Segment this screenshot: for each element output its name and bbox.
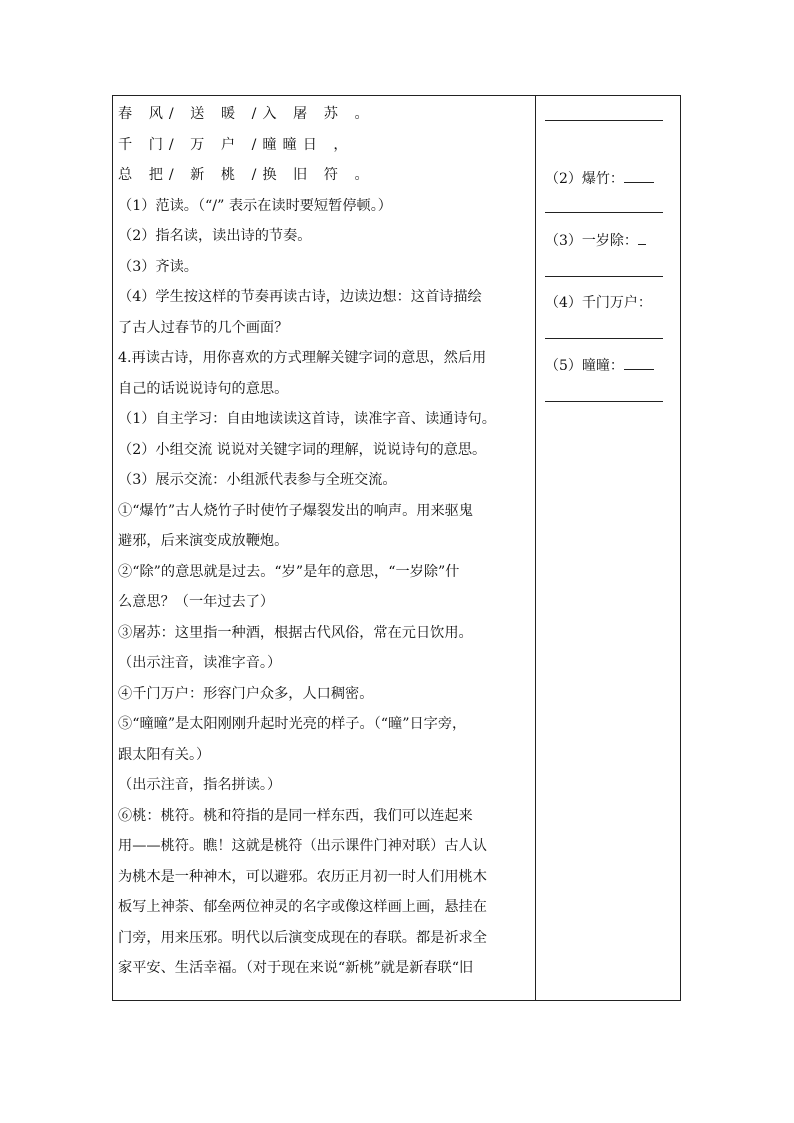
answer-blank [624,355,654,370]
text-line: （4）学生按这样的节奏再读古诗，边读边想：这首诗描绘 [118,289,482,305]
text-line: 自己的话说说诗句的意思。 [118,380,289,397]
text-line: 跟太阳有关。） [118,746,211,763]
text-line: ⑤“曈曈”是太阳刚刚升起时光亮的样子。（“曈”日字旁， [118,716,467,732]
note-item-firecracker [545,168,654,188]
answer-blank [624,168,654,183]
text-line: 板写上神荼、郁垒两位神灵的名字或像这样画上画，悬挂在 [118,899,487,915]
lesson-content-column [118,99,530,984]
answer-blank [638,230,646,245]
text-line: ①“爆竹”古人烧竹子时使竹子爆裂发出的响声。用来驱鬼 [118,502,474,519]
text-line: ③屠苏：这里指一种酒，根据古代风俗，常在元日饮用。 [118,624,473,641]
text-line: （2）指名读，读出诗的节奏。 [118,228,312,244]
text-line: ④千门万户：形容门户众多，人口稠密。 [118,685,374,702]
answer-line [545,212,663,213]
text-line: ⑥桃：桃符。桃和符指的是同一样东西，我们可以连起来 [118,807,473,824]
answer-line [545,338,663,339]
lesson-table [112,95,681,1001]
text-line: 家平安、生活幸福。（对于现在来说“新桃”就是新春联“旧 [118,960,474,976]
text-line: ②“除”的意思就是过去。“岁”是年的意思，“一岁除”什 [118,563,460,580]
text-line: （1）自主学习：自由地读读这首诗，读准字音、读通诗句。 [118,411,496,427]
text-line: （出示注音，指名拼读。） [118,777,282,793]
text-line: 了古人过春节的几个画面？ [118,319,289,336]
poem-line-2: 千 门/ 万 户 /曈曈日 ， [118,136,354,153]
text-line: （3）展示交流：小组派代表参与全班交流。 [118,472,397,488]
text-line: （3）齐读。 [118,258,198,275]
poem-line-3: 总 把/ 新 桃 /换 旧 符 。 [118,167,375,183]
note-item-tongtong [545,355,654,375]
text-line: （1）范读。（“/” 表示在读时要短暂停顿。） [118,197,392,214]
note-label: （4）千门万户： [545,295,652,311]
note-label: （3）一岁除： [545,233,638,249]
answer-line [545,401,663,402]
text-line: 门旁，用来压邪。明代以后演变成现在的春联。都是祈求全 [118,929,487,946]
poem-line-1: 春 风/ 送 暖 /入 屠 苏 。 [118,106,375,122]
text-line: 用——桃符。瞧！这就是桃符（出示课件门神对联）古人认 [118,838,487,854]
text-line: 避邪，后来演变成放鞭炮。 [118,533,289,549]
answer-line [545,120,663,121]
note-item-qianmenwanhu [545,292,652,312]
text-line: （2）小组交流 说说对关键字词的理解，说说诗句的意思。 [118,441,487,458]
text-line: 4.再读古诗，用你喜欢的方式理解关键字词的意思，然后用 [118,350,487,366]
column-divider [535,96,536,1000]
note-label: （2）爆竹： [545,171,624,187]
text-line: 为桃木是一种神木，可以避邪。农历正月初一时人们用桃木 [118,868,487,885]
note-label: （5）曈曈： [545,358,624,374]
text-line: 么意思？（一年过去了） [118,594,275,610]
note-item-yisuichu [545,230,646,250]
answer-line [545,276,663,277]
text-line: （出示注音，读准字音。） [118,655,282,671]
